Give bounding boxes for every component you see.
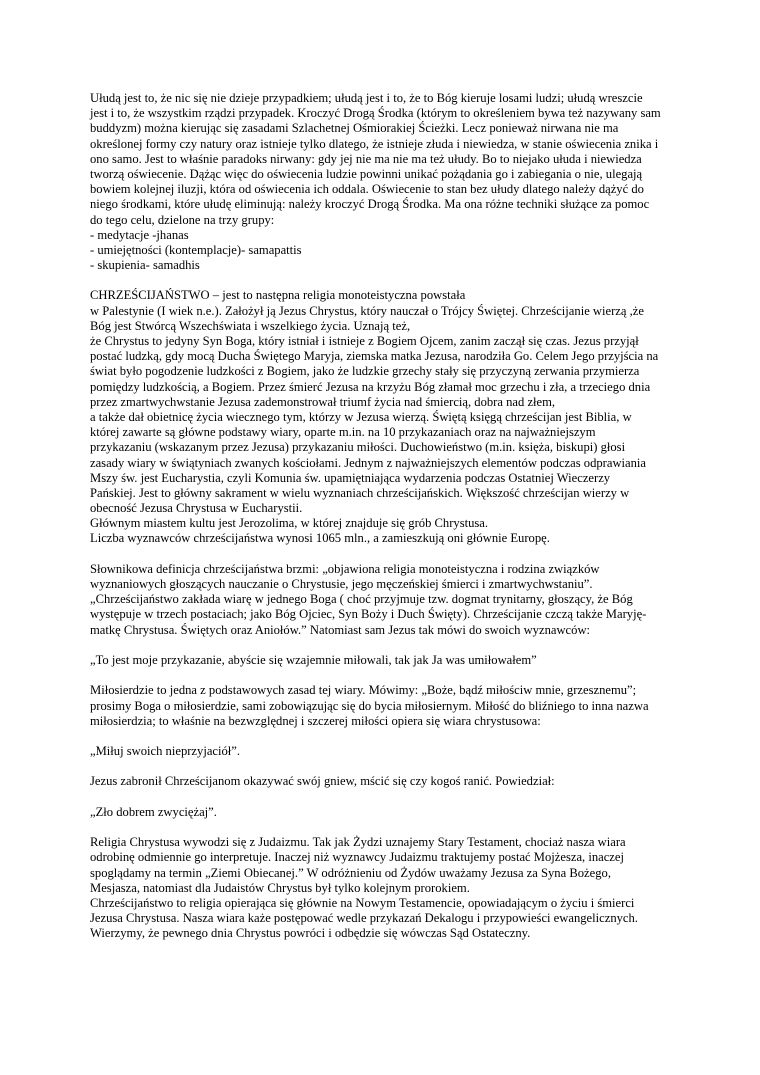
- text-line: Bóg jest Stwórcą Wszechświata i wszelkiego życia. Uznają też,: [90, 318, 411, 333]
- text-line: tworzą oświecenie. Dążąc więc do oświecenia ludzie powinni unikać pożądania go i zabiegania o nie, ulegają: [90, 166, 643, 181]
- text-line: zasady wiary w świątyniach zwanych kościołami. Jednym z najważniejszych elementów podczas odprawiania: [90, 455, 647, 470]
- text-line: postać ludzką, gdy mocą Ducha Świętego Maryja, ziemska matka Jezusa, narodziła Go. Celem Jego przyjścia na: [90, 349, 659, 364]
- list-item: - umiejętności (kontemplacje)- samapattis: [90, 242, 302, 257]
- text-line: buddyzm) można kierując się zasadami Szlachetnej Ośmiorakiej Ścieżki. Lecz ponieważ nirwana nie ma: [90, 121, 619, 136]
- paragraph-spacer: [90, 790, 675, 805]
- text-line: „Chrześcijaństwo zakłada wiarę w jednego Boga ( choć przyjmuje tzw. dogmat trynitarny, głoszący, że Bóg: [90, 592, 633, 607]
- paragraph-spacer: [90, 820, 675, 835]
- text-line: prosimy Boga o miłosierdzie, sami zobowiązując się do bycia miłosiernym. Miłość do bliźniego to inna nazwa: [90, 698, 649, 713]
- text-line: Mszy św. jest Eucharystia, czyli Komunia św. upamiętniająca wydarzenia podczas Ostatniej Wieczerzy: [90, 470, 611, 485]
- text-line: Religia Chrystusa wywodzi się z Judaizmu. Tak jak Żydzi uznajemy Stary Testament, chociaż nasza wiara: [90, 835, 626, 850]
- paragraph-spacer: [90, 668, 675, 683]
- text-line: do tego celu, dzielone na trzy grupy:: [90, 212, 275, 227]
- text-line: obecność Jezusa Chrystusa w Eucharystii.: [90, 501, 303, 516]
- paragraph-spacer: [90, 759, 675, 774]
- quote-overcome-evil: „Zło dobrem zwyciężaj”.: [90, 804, 217, 819]
- text-line: Mesjasza, natomiast dla Judaistów Chrystus był tylko kolejnym prorokiem.: [90, 880, 470, 895]
- text-line: przez zmartwychwstanie Jezusa zademonstrował triumf życia nad śmiercią, dobra nad złem,: [90, 394, 556, 409]
- text-line: której zawarte są główne podstawy wiary, oparte m.in. na 10 przykazaniach oraz na najważniejszym: [90, 425, 596, 440]
- text-line: Pańskiej. Jest to główny sakrament w wielu wyznaniach chrześcijańskich. Większość chrześcijan wierzy w: [90, 485, 630, 500]
- list-item: - skupienia- samadhis: [90, 258, 200, 273]
- text-line: występuje w trzech postaciach; jako Bóg Ojciec, Syn Boży i Duch Święty). Chrześcijanie czczą także Maryję-: [90, 607, 647, 622]
- document-page: [90, 91, 675, 942]
- paragraph-anger: Jezus zabronił Chrześcijanom okazywać swój gniew, mścić się czy kogoś ranić. Powiedział:: [90, 774, 555, 789]
- paragraph-judaism: [90, 835, 675, 941]
- paragraph-nirvana: [90, 91, 675, 273]
- text-line: w Palestynie (I wiek n.e.). Założył ją Jezus Chrystus, który nauczał o Trójcy Świętej. Chrześcijanie wierzą ,że: [90, 303, 644, 318]
- paragraph-definition: [90, 562, 675, 638]
- text-line: a także dał obietnicę życia wiecznego tym, którzy w Jezusa wierzą. Świętą księgą chrześcijan jest Biblia, w: [90, 409, 632, 424]
- paragraph-spacer: [90, 273, 675, 288]
- text-line: niego środkami, które ułudę eliminują: należy kroczyć Drogą Środka. Ma ona różne techniki służące za pomoc: [90, 197, 650, 212]
- text-line: świat było pogodzenie ludzkości z Bogiem, jako że ludzkie grzechy stały się przyczyną zerwania przymierza: [90, 364, 640, 379]
- text-line: ono samo. Jest to właśnie paradoks nirwany: gdy jej nie ma nie ma też ułudy. Bo to niejako ułuda i niewiedza: [90, 151, 642, 166]
- text-line: CHRZEŚCIJAŃSTWO – jest to następna religia monoteistyczna powstała: [90, 288, 466, 303]
- text-line: Słownikowa definicja chrześcijaństwa brzmi: „objawiona religia monoteistyczna i rodzina związków: [90, 561, 600, 576]
- text-line: jest i to, że wszystkim rządzi przypadek. Kroczyć Drogą Środka (którym to określeniem bywa też nazywany sam: [90, 106, 661, 121]
- text-line: matkę Chrystusa. Świętych oraz Aniołów.” Natomiast sam Jezus tak mówi do swoich wyznawców:: [90, 622, 591, 637]
- list-item: - medytacje -jhanas: [90, 227, 189, 242]
- paragraph-christianity: [90, 288, 675, 546]
- text-line: spoglądamy na termin „Ziemi Obiecanej.” W odróżnieniu od Żydów uważamy Jezusa za Syna Bożego,: [90, 865, 611, 880]
- text-line: Miłosierdzie to jedna z podstawowych zasad tej wiary. Mówimy: „Boże, bądź miłościw mnie, grzesznemu”;: [90, 683, 637, 698]
- paragraph-spacer: [90, 547, 675, 562]
- quote-commandment: „To jest moje przykazanie, abyście się wzajemnie miłowali, tak jak Ja was umiłowałem”: [90, 652, 537, 667]
- text-line: Wierzymy, że pewnego dnia Chrystus powróci i odbędzie się wówczas Sąd Ostateczny.: [90, 926, 531, 941]
- text-line: Chrześcijaństwo to religia opierająca się głównie na Nowym Testamencie, opowiadającym o życiu i śmierci: [90, 895, 635, 910]
- text-line: Jezusa Chrystusa. Nasza wiara każe postępować wedle przykazań Dekalogu i przypowieści ewangelicznych.: [90, 911, 638, 926]
- quote-love-enemies: „Miłuj swoich nieprzyjaciół”.: [90, 744, 241, 759]
- text-line: Głównym miastem kultu jest Jerozolima, w której znajduje się grób Chrystusa.: [90, 516, 489, 531]
- text-line: bowiem kolejnej iluzji, która od oświecenia ich oddala. Oświecenie to stan bez ułudy dlatego należy dążyć do: [90, 182, 644, 197]
- paragraph-mercy: [90, 683, 675, 729]
- text-line: Liczba wyznawców chrześcijaństwa wynosi 1065 mln., a zamieszkują oni głównie Europę.: [90, 531, 550, 546]
- text-line: Ułudą jest to, że nic się nie dzieje przypadkiem; ułudą jest i to, że to Bóg kieruje losami ludzi; ułudą wreszcie: [90, 91, 643, 105]
- text-line: przykazaniu (wskazanym przez Jezusa) przykazaniu miłości. Duchowieństwo (m.in. księża, biskupi) głosi: [90, 440, 626, 455]
- text-line: wyznaniowych głoszących nauczanie o Chrystusie, jego męczeńskiej śmierci i zmartwychwstaniu”.: [90, 577, 593, 591]
- text-line: pomiędzy ludzkością, a Bogiem. Przez śmierć Jezusa na krzyżu Bóg złamał moc grzechu i zła, a trzeciego dnia: [90, 379, 651, 394]
- paragraph-spacer: [90, 729, 675, 744]
- text-line: odrobinę odmiennie go interpretuje. Inaczej niż wyznawcy Judaizmu traktujemy postać Mojżesza, inaczej: [90, 850, 624, 865]
- text-line: miłosierdzia; to właśnie na bezwzględnej i szczerej miłości opiera się wiara chrystusowa:: [90, 713, 541, 728]
- paragraph-spacer: [90, 638, 675, 653]
- text-line: określonej formy czy natury oraz istnieje tylko dlatego, że istnieje złuda i niewiedza, w stanie oświecenia znika i: [90, 136, 659, 151]
- text-line: że Chrystus to jedyny Syn Boga, który istniał i istnieje z Bogiem Ojcem, zanim zaczął się czas. Jezus przyjął: [90, 334, 639, 348]
